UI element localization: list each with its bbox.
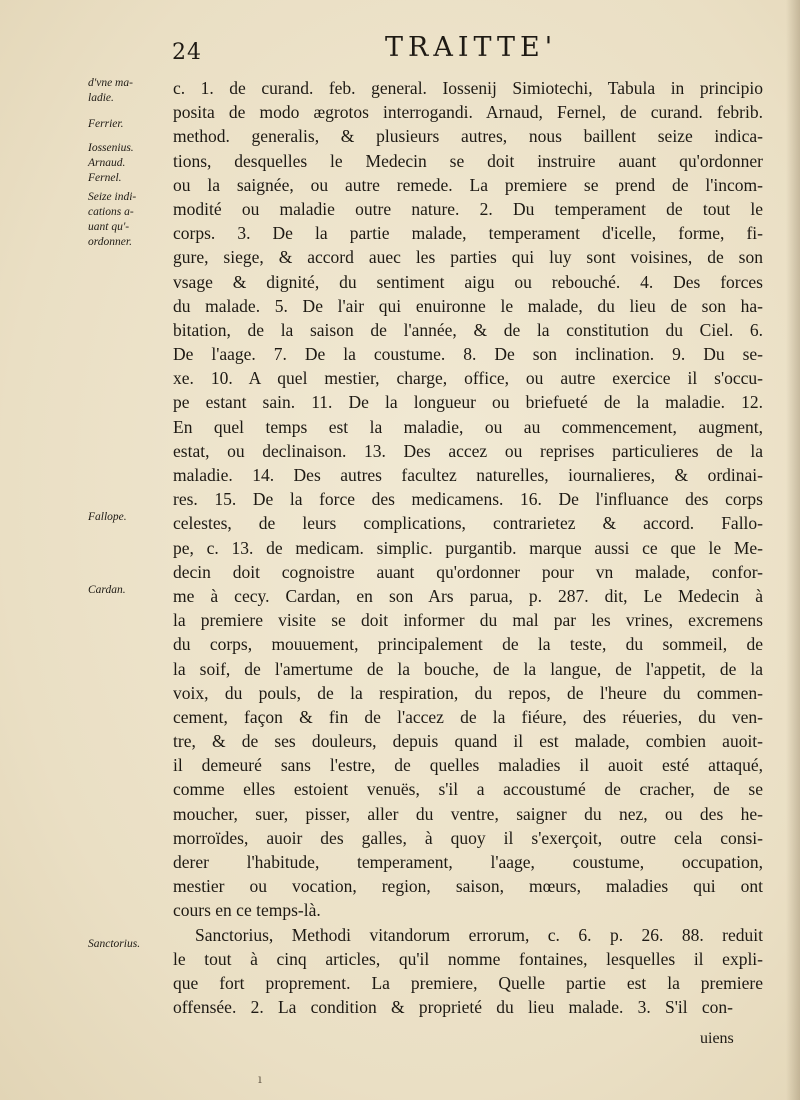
text-line: gure, siege, & accord auec les parties qui luy sont voisines, de son <box>173 247 763 268</box>
margin-note: Sanctorius. <box>88 938 141 950</box>
margin-note: Iossenius. Arnaud. Fernel. <box>88 142 134 184</box>
text-line: posita de modo ægrotos interrogandi. Arnaud, Fernel, de curand. febrib. <box>173 102 763 123</box>
text-line: comme elles estoient venuës, s'il a accoustumé de cracher, de se <box>173 779 763 800</box>
stray-mark: ı <box>258 1072 262 1086</box>
text-line: cours en ce temps-là. <box>173 900 321 921</box>
body-text <box>173 76 763 1019</box>
text-line: que fort proprement. La premiere, Quelle partie est la premiere <box>173 972 763 993</box>
margin-note: Seize indi- cations a- uant qu'- ordonner. <box>88 191 137 248</box>
text-line: maladie. 14. Des autres facultez naturelles, iournalieres, & ordinai- <box>173 465 763 485</box>
text-line: decin doit cognoistre auant qu'ordonner pour vn malade, confor- <box>173 561 763 582</box>
text-line: cement, façon & fin de l'accez de la fiéure, des réueries, du ven- <box>173 706 763 727</box>
text-line: voix, du pouls, de la respiration, du repos, de l'heure du commen- <box>173 682 763 703</box>
text-line: pe, c. 13. de medicam. simplic. purgantib. marque aussi ce que le Me- <box>173 537 763 558</box>
text-line: tions, desquelles le Medecin se doit instruire auant qu'ordonner <box>173 150 763 171</box>
text-line: vsage & dignité, du sentiment aigu ou rebouché. 4. Des forces <box>173 271 763 292</box>
text-line: derer l'habitude, temperament, l'aage, coustume, occupation, <box>173 852 763 872</box>
margin-note: Cardan. <box>88 584 126 596</box>
page-number: 24 <box>172 40 202 65</box>
text-line: xe. 10. A quel mestier, charge, office, ou autre exercice il s'occu- <box>173 368 763 389</box>
text-line: c. 1. de curand. feb. general. Iossenij Simiotechi, Tabula in principio <box>173 78 763 98</box>
page-gutter-shadow <box>786 0 800 1100</box>
text-line: celestes, de leurs complications, contrarietez & accord. Fallo- <box>173 513 763 534</box>
text-line: bitation, de la saison de l'année, & de la constitution du Ciel. 6. <box>173 319 763 340</box>
margin-note: d'vne ma- ladie. <box>88 77 133 104</box>
text-line: De l'aage. 7. De la coustume. 8. De son inclination. 9. Du se- <box>173 344 763 365</box>
text-line: du corps, mouuement, principalement de la teste, du sommeil, de <box>173 634 763 655</box>
text-line: ou la saignée, ou autre remede. La premiere se prend de l'incom- <box>173 174 763 195</box>
text-line: mestier ou vocation, region, saison, mœurs, maladies qui ont <box>173 876 763 897</box>
margin-note: Fallope. <box>88 511 127 523</box>
text-line: offensée. 2. La condition & proprieté du lieu malade. 3. S'il con- <box>173 997 733 1018</box>
text-line: la premiere visite se doit informer du mal par les vrines, excremens <box>173 610 763 631</box>
text-line: la soif, de l'amertume de la bouche, de la langue, de l'appetit, de la <box>173 658 763 679</box>
text-line: modité ou maladie outre nature. 2. Du temperament de tout le <box>173 198 763 219</box>
text-line: il demeuré sans l'estre, de quelles maladies il auoit esté attaqué, <box>173 755 763 776</box>
text-line: corps. 3. De la partie malade, temperament d'icelle, forme, fi- <box>173 223 763 244</box>
text-line: estat, ou declinaison. 13. Des accez ou reprises particulieres de la <box>173 440 763 461</box>
text-line: res. 15. De la force des medicamens. 16. De l'influance des corps <box>173 489 763 510</box>
margin-note: Ferrier. <box>88 118 124 130</box>
text-line: Sanctorius, Methodi vitandorum errorum, c. 6. p. 26. 88. reduit <box>195 924 763 945</box>
text-line: moucher, suer, pisser, aller du ventre, saigner du nez, ou des he- <box>173 803 763 824</box>
text-line: pe estant sain. 11. De la longueur ou briefueté de la maladie. 12. <box>173 392 763 413</box>
text-line: morroïdes, auoir des galles, à quoy il s'exerçoit, outre cela consi- <box>173 827 763 848</box>
text-line: En quel temps est la maladie, ou au commencement, augment, <box>173 416 763 437</box>
text-line: du malade. 5. De l'air qui enuironne le malade, du lieu de son ha- <box>173 295 763 316</box>
catchword: uiens <box>700 1030 734 1047</box>
text-line: tre, & de ses douleurs, depuis quand il est malade, combien auoit- <box>173 731 763 752</box>
text-line: le tout à cinq articles, qu'il nomme fontaines, lesquelles il expli- <box>173 948 763 969</box>
text-line: me à cecy. Cardan, en son Ars parua, p. 287. dit, Le Medecin à <box>173 585 763 606</box>
text-line: method. generalis, & plusieurs autres, nous baillent seize indica- <box>173 126 763 147</box>
running-title: TRAITTE' <box>385 32 558 63</box>
